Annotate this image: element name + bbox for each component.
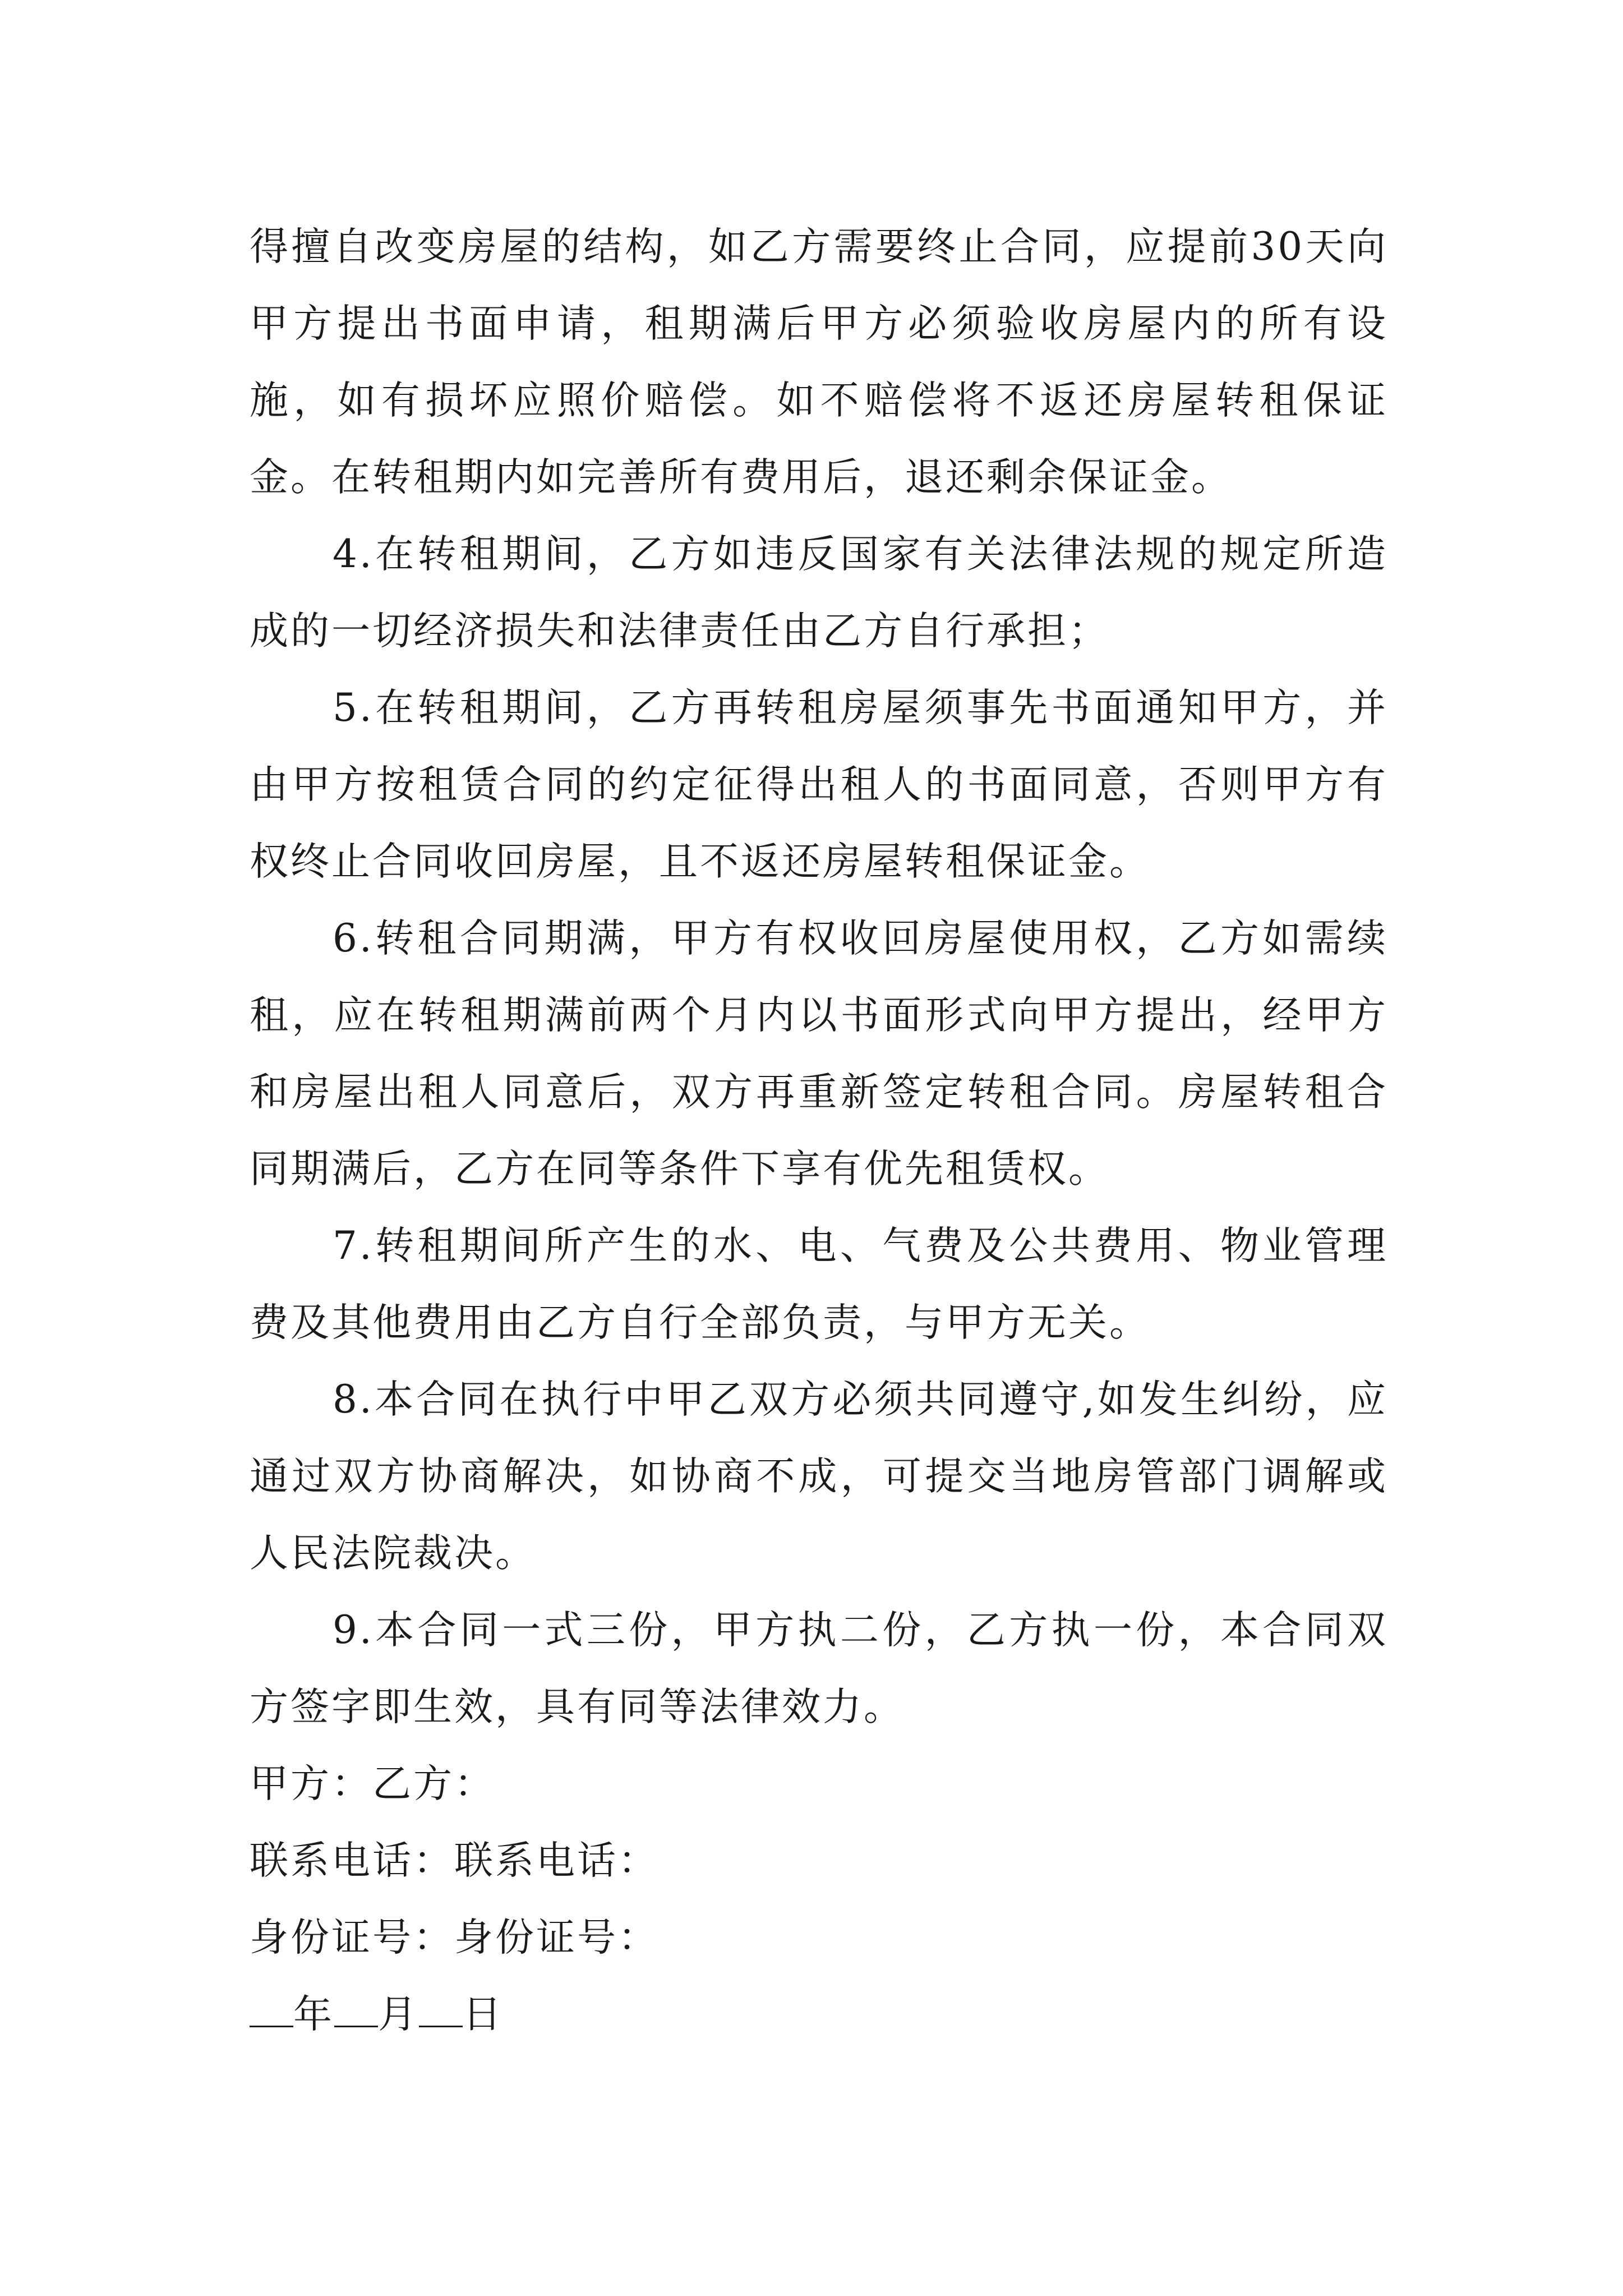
paragraph-clause-8: 8.本合同在执行中甲乙双方必须共同遵守,如发生纠纷，应通过双方协商解决，如协商不成，可提交当地房管部门调解或人民法院裁决。	[250, 1377, 1388, 1576]
paragraph-3-continued: 得擅自改变房屋的结构，如乙方需要终止合同，应提前30天向甲方提出书面申请，租期满后甲方必须验收房屋内的所有设施，如有损坏应照价赔偿。如不赔偿将不返还房屋转租保证金。在转租期内如完善所有费用后，退还剩余保证金。	[250, 224, 1388, 500]
paragraph-clause-6: 6.转租合同期满，甲方有权收回房屋使用权，乙方如需续租，应在转租期满前两个月内以书面形式向甲方提出，经甲方和房屋出租人同意后，双方再重新签定转租合同。房屋转租合同期满后，乙方在同等条件下享有优先租赁权。	[250, 916, 1388, 1191]
paragraph-clause-5: 5.在转租期间，乙方再转租房屋须事先书面通知甲方，并由甲方按租赁合同的约定征得出租人的书面同意，否则甲方有权终止合同收回房屋，且不返还房屋转租保证金。	[250, 685, 1388, 884]
signature-phones: 联系电话：联系电话：	[250, 1838, 659, 1883]
paragraph-clause-9: 9.本合同一式三份，甲方执二份，乙方执一份，本合同双方签字即生效，具有同等法律效力。	[250, 1608, 1388, 1729]
date-day-label: 日	[463, 1992, 504, 2037]
year-blank	[250, 1995, 293, 2027]
paragraph-clause-4: 4.在转租期间，乙方如违反国家有关法律法规的规定所造成的一切经济损失和法律责任由乙方自行承担；	[250, 532, 1388, 654]
date-month-label: 月	[378, 1992, 419, 2037]
day-blank	[419, 1995, 463, 2027]
signature-date	[250, 1976, 1388, 2053]
month-blank	[334, 1995, 378, 2027]
date-year-label: 年	[293, 1992, 334, 2037]
contract-body	[250, 209, 1388, 2053]
paragraph-clause-7: 7.转租期间所产生的水、电、气费及公共费用、物业管理费及其他费用由乙方自行全部负责，与甲方无关。	[250, 1223, 1388, 1345]
signature-ids: 身份证号：身份证号：	[250, 1915, 659, 1960]
signature-parties: 甲方：乙方：	[250, 1761, 495, 1806]
